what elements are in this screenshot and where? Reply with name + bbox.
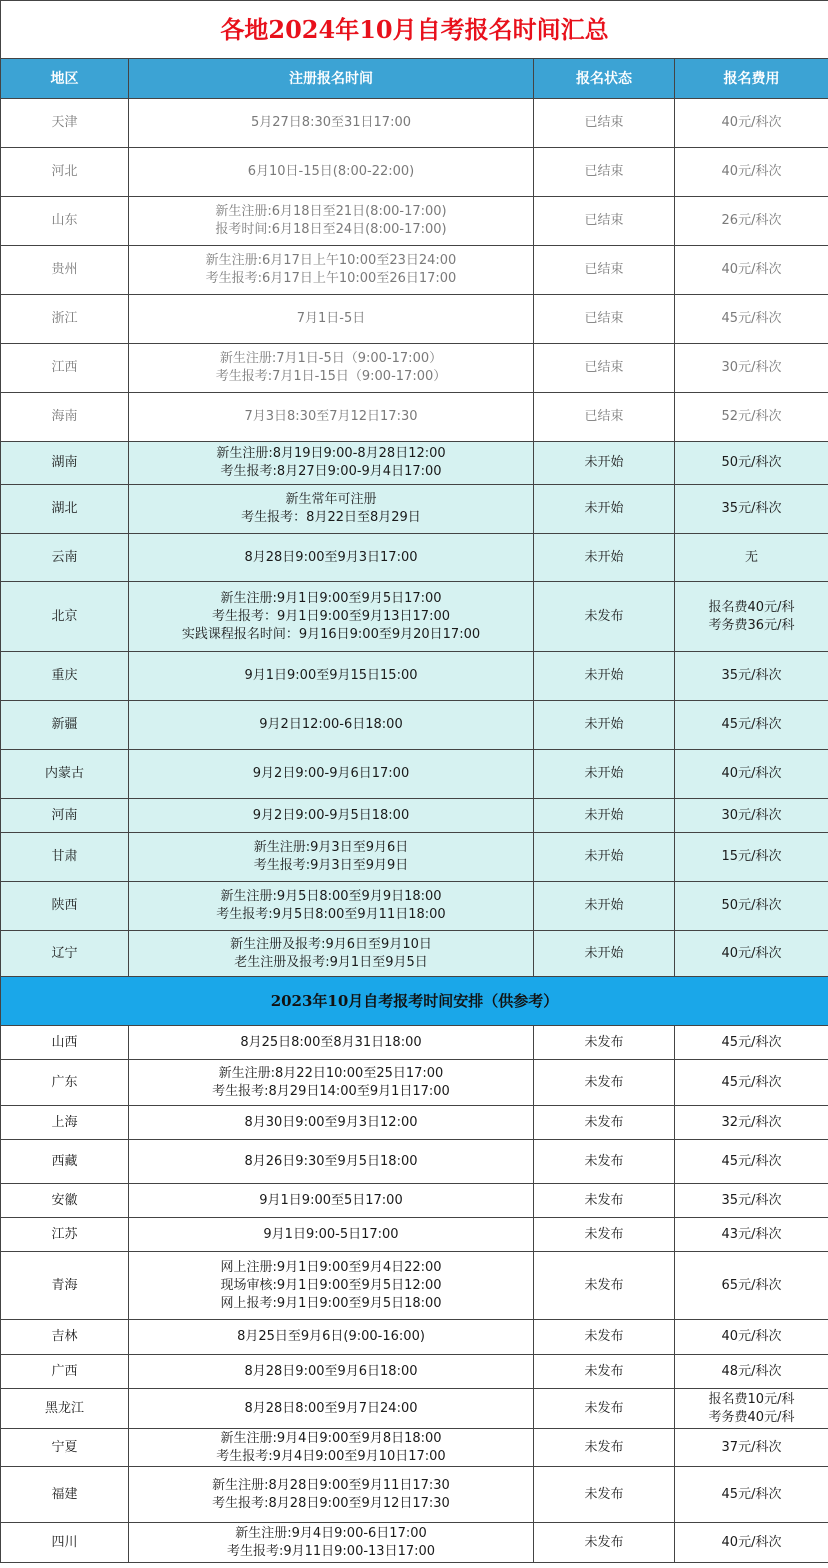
region-cell: 内蒙古 — [1, 750, 129, 799]
table-row — [1, 582, 828, 652]
time-cell-line: 网上报考:9月1日9:00至9月5日18:00 — [220, 1295, 442, 1311]
status-cell: 未发布 — [534, 1523, 675, 1563]
fee-cell-line: 43元/科次 — [721, 1226, 782, 1242]
time-cell-line: 新生注册:9月1日9:00至9月5日17:00 — [220, 590, 442, 606]
region-cell: 贵州 — [1, 246, 129, 295]
time-cell — [129, 344, 534, 393]
table-row — [1, 931, 828, 977]
fee-cell — [675, 1355, 828, 1389]
region-cell: 河南 — [1, 799, 129, 833]
time-cell — [129, 799, 534, 833]
status-cell: 未开始 — [534, 750, 675, 799]
time-cell — [129, 833, 534, 882]
table-row — [1, 1467, 828, 1523]
region-cell: 广西 — [1, 1355, 129, 1389]
time-cell-line: 考生报考:7月1日-15日（9:00-17:00） — [215, 369, 447, 384]
time-cell-line: 9月1日9:00至9月15日15:00 — [244, 668, 418, 683]
time-cell-line: 9月1日9:00至5日17:00 — [259, 1192, 403, 1208]
table-row — [1, 1140, 828, 1184]
region-cell: 山东 — [1, 197, 129, 246]
region-cell: 重庆 — [1, 652, 129, 701]
fee-cell — [675, 882, 828, 931]
region-cell: 海南 — [1, 393, 129, 442]
region-cell: 宁夏 — [1, 1429, 129, 1467]
time-cell — [129, 1523, 534, 1563]
table-row — [1, 882, 828, 931]
time-cell-line: 8月28日8:00至9月7日24:00 — [244, 1400, 418, 1416]
region-cell: 四川 — [1, 1523, 129, 1563]
region-cell: 新疆 — [1, 701, 129, 750]
fee-cell — [675, 1140, 828, 1184]
table-row — [1, 99, 828, 148]
status-cell: 未发布 — [534, 1026, 675, 1060]
time-cell — [129, 1184, 534, 1218]
table-row — [1, 485, 828, 534]
fee-cell — [675, 1320, 828, 1355]
time-cell-line: 考生报考:9月3日至9月9日 — [253, 858, 409, 873]
fee-cell-line: 45元/科次 — [721, 1034, 782, 1050]
table-row — [1, 1389, 828, 1429]
time-cell — [129, 1026, 534, 1060]
fee-cell — [675, 833, 828, 882]
status-cell: 未发布 — [534, 1140, 675, 1184]
table-row — [1, 1252, 828, 1320]
time-cell-line: 考生报考:8月29日14:00至9月1日17:00 — [212, 1083, 450, 1099]
table-row — [1, 1060, 828, 1106]
status-cell: 已结束 — [534, 197, 675, 246]
time-cell-line: 8月28日9:00至9月3日17:00 — [244, 549, 418, 565]
fee-cell — [675, 652, 828, 701]
time-cell-line: 5月27日8:30至31日17:00 — [250, 115, 411, 130]
status-cell: 未发布 — [534, 1106, 675, 1140]
time-cell-line: 考生报考：8月22日至8月29日 — [241, 510, 421, 525]
time-cell-line: 新生注册:9月4日9:00至9月8日18:00 — [220, 1430, 442, 1446]
status-cell: 未开始 — [534, 534, 675, 582]
status-cell: 未发布 — [534, 1218, 675, 1252]
region-cell: 浙江 — [1, 295, 129, 344]
table-row — [1, 1106, 828, 1140]
region-cell: 山西 — [1, 1026, 129, 1060]
time-cell — [129, 750, 534, 799]
time-cell-line: 8月26日9:30至9月5日18:00 — [244, 1153, 418, 1169]
time-cell-line: 8月25日8:00至8月31日18:00 — [240, 1034, 422, 1050]
time-cell — [129, 1140, 534, 1184]
time-cell-line: 9月2日12:00-6日18:00 — [259, 717, 403, 732]
fee-cell — [675, 442, 828, 485]
fee-cell-line: 37元/科次 — [721, 1439, 782, 1455]
fee-cell-line: 35元/科次 — [721, 1192, 782, 1208]
fee-cell — [675, 295, 828, 344]
fee-cell — [675, 344, 828, 393]
fee-cell-line: 报名费40元/科 — [708, 599, 795, 615]
header-region: 地区 — [1, 59, 129, 99]
fee-cell — [675, 1252, 828, 1320]
table-row — [1, 1026, 828, 1060]
fee-cell — [675, 582, 828, 652]
status-cell: 未开始 — [534, 833, 675, 882]
time-cell — [129, 246, 534, 295]
region-cell: 福建 — [1, 1467, 129, 1523]
time-cell-line: 新生注册:9月3日至9月6日 — [253, 840, 409, 855]
time-cell — [129, 393, 534, 442]
fee-cell — [675, 99, 828, 148]
table-row — [1, 1523, 828, 1563]
fee-cell — [675, 1060, 828, 1106]
fee-cell — [675, 393, 828, 442]
table-row — [1, 442, 828, 485]
region-cell: 安徽 — [1, 1184, 129, 1218]
time-cell — [129, 1252, 534, 1320]
region-cell: 云南 — [1, 534, 129, 582]
fee-cell-line: 45元/科次 — [721, 1153, 782, 1169]
time-cell — [129, 582, 534, 652]
fee-cell — [675, 1026, 828, 1060]
region-cell: 上海 — [1, 1106, 129, 1140]
region-cell: 甘肃 — [1, 833, 129, 882]
fee-cell-line: 40元/科次 — [721, 164, 782, 179]
time-cell-line: 老生注册及报考:9月1日至9月5日 — [234, 954, 428, 970]
fee-cell-line: 考务费36元/科 — [708, 617, 795, 633]
table-row — [1, 1184, 828, 1218]
status-cell: 未开始 — [534, 882, 675, 931]
fee-cell-line: 35元/科次 — [721, 501, 782, 516]
status-cell: 已结束 — [534, 393, 675, 442]
time-cell-line: 新生注册:8月22日10:00至25日17:00 — [218, 1065, 444, 1081]
fee-cell — [675, 1184, 828, 1218]
fee-cell — [675, 246, 828, 295]
fee-cell-line: 48元/科次 — [721, 1363, 782, 1379]
page-title: 各地2024年10月自考报名时间汇总 — [1, 1, 828, 59]
region-cell: 江西 — [1, 344, 129, 393]
time-cell — [129, 652, 534, 701]
fee-cell-line: 35元/科次 — [721, 668, 782, 683]
fee-cell — [675, 931, 828, 977]
status-cell: 未发布 — [534, 1060, 675, 1106]
time-cell-line: 新生注册:9月5日8:00至9月9日18:00 — [220, 889, 442, 904]
time-cell-line: 9月2日9:00-9月5日18:00 — [252, 807, 410, 823]
time-cell — [129, 882, 534, 931]
fee-cell — [675, 534, 828, 582]
time-cell — [129, 1355, 534, 1389]
region-cell: 江苏 — [1, 1218, 129, 1252]
status-cell: 未发布 — [534, 1467, 675, 1523]
time-cell-line: 考生报考：9月1日9:00至9月13日17:00 — [211, 608, 450, 624]
time-cell-line: 8月25日至9月6日(9:00-16:00) — [237, 1329, 425, 1344]
time-cell — [129, 534, 534, 582]
status-cell: 未发布 — [534, 582, 675, 652]
time-cell-line: 实践课程报名时间：9月16日9:00至9月20日17:00 — [181, 626, 481, 642]
time-cell-line: 新生注册:8月19日9:00-8月28日12:00 — [216, 446, 446, 461]
time-cell-line: 考生报考:9月11日9:00-13日17:00 — [226, 1543, 436, 1559]
section-title: 2023年10月自考报考时间安排（供参考） — [1, 977, 828, 1026]
fee-cell-line: 40元/科次 — [721, 262, 782, 277]
table-row — [1, 1429, 828, 1467]
fee-cell — [675, 750, 828, 799]
time-cell-line: 现场审核:9月1日9:00至9月5日12:00 — [220, 1277, 442, 1293]
time-cell — [129, 1389, 534, 1429]
region-cell: 广东 — [1, 1060, 129, 1106]
status-cell: 已结束 — [534, 295, 675, 344]
fee-cell-line: 52元/科次 — [721, 409, 782, 424]
status-cell: 已结束 — [534, 148, 675, 197]
time-cell — [129, 295, 534, 344]
fee-cell — [675, 197, 828, 246]
fee-cell-line: 40元/科次 — [721, 766, 782, 781]
status-cell: 未开始 — [534, 931, 675, 977]
table-row — [1, 197, 828, 246]
time-cell-line: 8月28日9:00至9月6日18:00 — [244, 1363, 418, 1379]
region-cell: 陕西 — [1, 882, 129, 931]
header-fee: 报名费用 — [675, 59, 828, 99]
time-cell-line: 新生注册:6月17日上午10:00至23日24:00 — [205, 253, 457, 268]
time-cell — [129, 442, 534, 485]
time-cell — [129, 701, 534, 750]
fee-cell — [675, 1218, 828, 1252]
fee-cell — [675, 1467, 828, 1523]
time-cell-line: 考生报考:9月4日9:00至9月10日17:00 — [216, 1448, 446, 1464]
time-cell — [129, 931, 534, 977]
time-cell-line: 考生报考:8月27日9:00-9月4日17:00 — [220, 464, 442, 479]
time-cell — [129, 1467, 534, 1523]
region-cell: 北京 — [1, 582, 129, 652]
time-cell-line: 6月10日-15日(8:00-22:00) — [247, 164, 415, 179]
table-row — [1, 799, 828, 833]
time-cell — [129, 1060, 534, 1106]
fee-cell — [675, 701, 828, 750]
time-cell-line: 9月2日9:00-9月6日17:00 — [252, 766, 410, 781]
table-row — [1, 1355, 828, 1389]
table-row — [1, 393, 828, 442]
fee-cell — [675, 1429, 828, 1467]
time-cell — [129, 1320, 534, 1355]
table-row — [1, 1320, 828, 1355]
time-cell-line: 考生报考:8月28日9:00至9月12日17:30 — [212, 1495, 450, 1511]
status-cell: 未开始 — [534, 442, 675, 485]
table-row — [1, 344, 828, 393]
title-row — [1, 1, 828, 59]
header-status: 报名状态 — [534, 59, 675, 99]
region-cell: 吉林 — [1, 1320, 129, 1355]
status-cell: 未发布 — [534, 1184, 675, 1218]
status-cell: 未开始 — [534, 652, 675, 701]
header-time: 注册报名时间 — [129, 59, 534, 99]
status-cell: 未发布 — [534, 1389, 675, 1429]
status-cell: 已结束 — [534, 246, 675, 295]
fee-cell-line: 考务费40元/科 — [708, 1409, 795, 1425]
table-row — [1, 750, 828, 799]
status-cell: 未发布 — [534, 1429, 675, 1467]
region-cell: 黑龙江 — [1, 1389, 129, 1429]
fee-cell — [675, 485, 828, 534]
table-row — [1, 701, 828, 750]
time-cell — [129, 1106, 534, 1140]
fee-cell-line: 26元/科次 — [721, 213, 782, 228]
table-row — [1, 1218, 828, 1252]
region-cell: 天津 — [1, 99, 129, 148]
time-cell — [129, 1218, 534, 1252]
time-cell-line: 新生注册:6月18日至21日(8:00-17:00) — [215, 204, 447, 219]
fee-cell — [675, 1106, 828, 1140]
fee-cell-line: 65元/科次 — [721, 1277, 782, 1293]
fee-cell-line: 45元/科次 — [721, 717, 782, 732]
region-cell: 湖北 — [1, 485, 129, 534]
fee-cell-line: 45元/科次 — [721, 1074, 782, 1090]
time-cell-line: 新生注册:8月28日9:00至9月11日17:30 — [212, 1477, 450, 1493]
time-cell-line: 新生注册及报考:9月6日至9月10日 — [230, 936, 432, 952]
table-row — [1, 246, 828, 295]
region-cell: 湖南 — [1, 442, 129, 485]
time-cell-line: 7月1日-5日 — [296, 311, 366, 326]
region-cell: 青海 — [1, 1252, 129, 1320]
time-cell-line: 8月30日9:00至9月3日12:00 — [244, 1114, 418, 1130]
fee-cell-line: 无 — [745, 549, 759, 565]
time-cell-line: 7月3日8:30至7月12日17:30 — [244, 409, 418, 424]
region-cell: 河北 — [1, 148, 129, 197]
fee-cell — [675, 148, 828, 197]
fee-cell-line: 报名费10元/科 — [708, 1391, 795, 1407]
fee-cell-line: 15元/科次 — [721, 849, 782, 864]
fee-cell-line: 45元/科次 — [721, 1486, 782, 1502]
status-cell: 已结束 — [534, 99, 675, 148]
time-cell — [129, 99, 534, 148]
region-cell: 辽宁 — [1, 931, 129, 977]
status-cell: 已结束 — [534, 344, 675, 393]
time-cell-line: 新生注册:7月1日-5日（9:00-17:00） — [219, 351, 443, 366]
status-cell: 未发布 — [534, 1355, 675, 1389]
fee-cell — [675, 1523, 828, 1563]
time-cell-line: 报考时间:6月18日至24日(8:00-17:00) — [215, 222, 447, 237]
time-cell-line: 考生报考:9月5日8:00至9月11日18:00 — [216, 907, 446, 922]
time-cell-line: 考生报考:6月17日上午10:00至26日17:00 — [205, 271, 457, 286]
fee-cell-line: 50元/科次 — [721, 455, 782, 470]
time-cell — [129, 485, 534, 534]
status-cell: 未开始 — [534, 701, 675, 750]
fee-cell-line: 45元/科次 — [721, 311, 782, 326]
time-cell-line: 网上注册:9月1日9:00至9月4日22:00 — [220, 1259, 442, 1275]
fee-cell — [675, 1389, 828, 1429]
time-cell — [129, 148, 534, 197]
fee-cell — [675, 799, 828, 833]
status-cell: 未发布 — [534, 1320, 675, 1355]
fee-cell-line: 40元/科次 — [721, 115, 782, 130]
table-row — [1, 534, 828, 582]
time-cell-line: 新生注册:9月4日9:00-6日17:00 — [235, 1525, 427, 1541]
time-cell-line: 新生常年可注册 — [285, 492, 377, 507]
time-cell-line: 9月1日9:00-5日17:00 — [263, 1226, 399, 1242]
fee-cell-line: 30元/科次 — [721, 360, 782, 375]
status-cell: 未开始 — [534, 799, 675, 833]
table-row — [1, 652, 828, 701]
time-cell — [129, 1429, 534, 1467]
fee-cell-line: 50元/科次 — [721, 898, 782, 913]
section-row — [1, 977, 828, 1026]
fee-cell-line: 40元/科次 — [721, 1329, 782, 1344]
fee-cell-line: 40元/科次 — [721, 945, 782, 961]
fee-cell-line: 40元/科次 — [721, 1534, 782, 1550]
table-row — [1, 833, 828, 882]
status-cell: 未发布 — [534, 1252, 675, 1320]
time-cell — [129, 197, 534, 246]
fee-cell-line: 30元/科次 — [721, 807, 782, 823]
fee-cell-line: 32元/科次 — [721, 1114, 782, 1130]
table-row — [1, 295, 828, 344]
region-cell: 西藏 — [1, 1140, 129, 1184]
status-cell: 未开始 — [534, 485, 675, 534]
header-row — [1, 59, 828, 99]
table-row — [1, 148, 828, 197]
